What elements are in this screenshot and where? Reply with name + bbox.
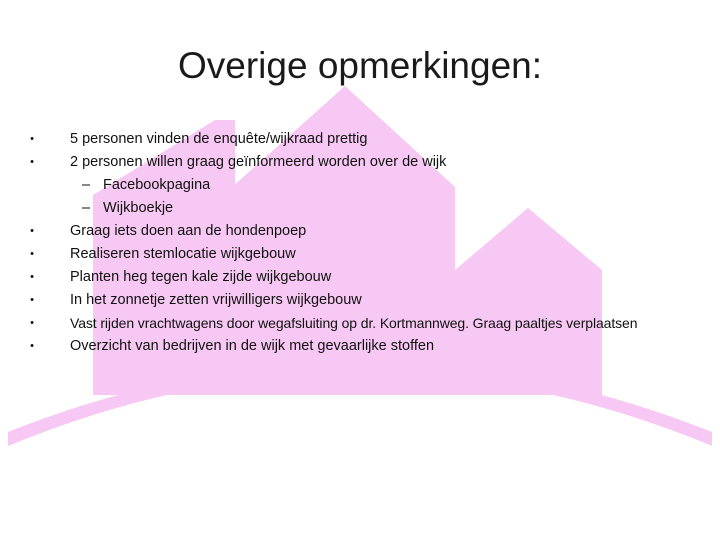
- list-item-text: 2 personen willen graag geïnformeerd worden over de wijk: [70, 154, 447, 170]
- bullet-icon: •: [30, 248, 34, 260]
- list-item-text: Overzicht van bedrijven in de wijk met gevaarlijke stoffen: [70, 338, 435, 354]
- sub-list-item-text: Facebookpagina: [103, 177, 211, 193]
- bullet-icon: •: [30, 340, 34, 352]
- list-item: [0, 128, 720, 151]
- bullet-icon: •: [30, 271, 34, 283]
- list-item: [0, 151, 720, 174]
- list-item: [0, 312, 720, 335]
- bullet-icon: •: [30, 294, 34, 306]
- list-item: [0, 289, 720, 312]
- list-item-text: Planten heg tegen kale zijde wijkgebouw: [70, 269, 332, 285]
- list-item: [0, 335, 720, 358]
- list-item-text: Vast rijden vrachtwagens door wegafsluiting op dr. Kortmannweg. Graag paaltjes verplaatsen: [70, 315, 638, 331]
- sub-list-item-text: Wijkboekje: [103, 200, 174, 216]
- dash-icon: –: [82, 177, 91, 193]
- list-item: [0, 220, 720, 243]
- sub-list-item: [0, 197, 720, 220]
- bullet-icon: •: [30, 317, 34, 329]
- bullet-icon: •: [30, 133, 34, 145]
- list-item-text: Realiseren stemlocatie wijkgebouw: [70, 246, 296, 262]
- sub-list-item: [0, 174, 720, 197]
- list-item-text: In het zonnetje zetten vrijwilligers wijkgebouw: [70, 292, 362, 308]
- slide-title: Overige opmerkingen:: [177, 45, 543, 86]
- dash-icon: –: [82, 200, 91, 216]
- list-item-text: 5 personen vinden de enquête/wijkraad prettig: [70, 131, 368, 147]
- bullet-icon: •: [30, 156, 34, 168]
- list-item: [0, 243, 720, 266]
- list-item-text: Graag iets doen aan de hondenpoep: [70, 223, 307, 239]
- bullet-icon: •: [30, 225, 34, 237]
- list-item: [0, 266, 720, 289]
